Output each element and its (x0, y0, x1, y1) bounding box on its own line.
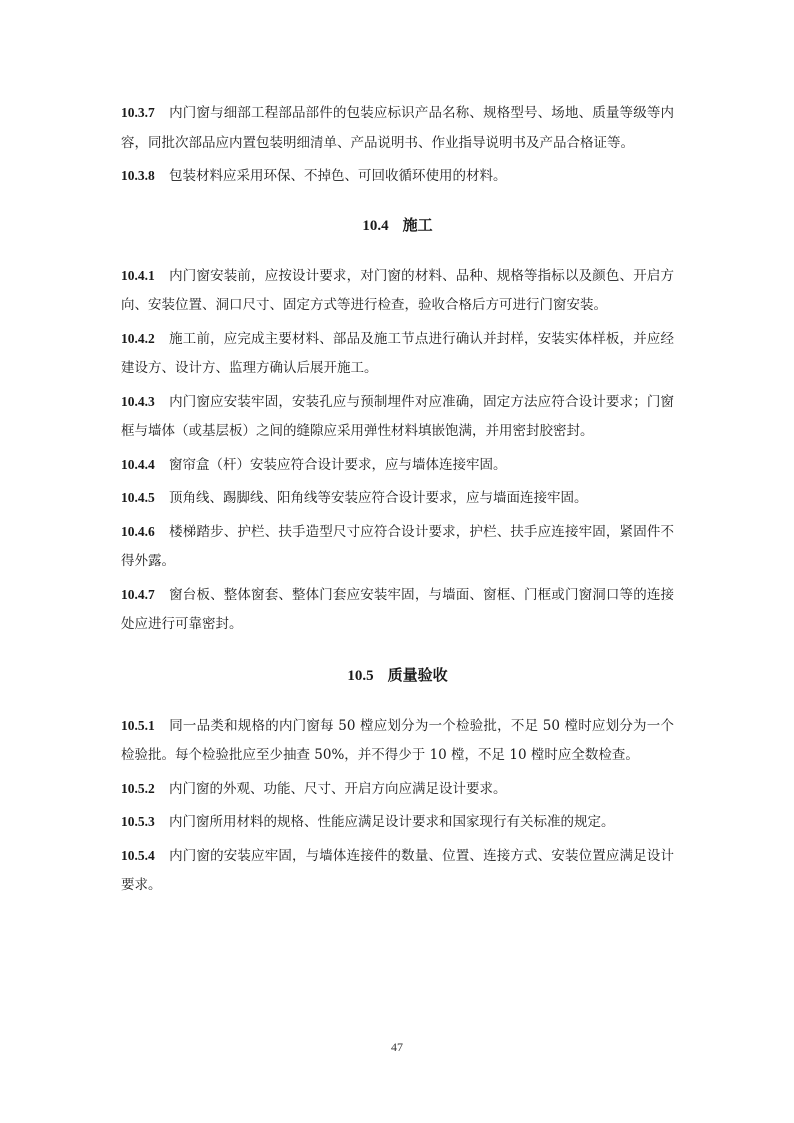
clause-10-3-7 (121, 98, 674, 158)
clause-text: 内门窗的外观、功能、尺寸、开启方向应满足设计要求。 (169, 780, 507, 797)
clause-number: 10.4.3 (121, 393, 155, 409)
clause-number: 10.5.4 (121, 847, 155, 863)
clause-number: 10.5.3 (121, 814, 155, 829)
clause-text: 内门窗所用材料的规格、性能应满足设计要求和国家现行有关标准的规定。 (169, 814, 615, 830)
clause-10-4-2 (121, 324, 674, 384)
clause-10-5-3 (121, 807, 674, 838)
clause-text: 内门窗应安装牢固，安装孔应与预制埋件对应准确，固定方法应符合设计要求；门窗框与墙体（或基层板）之间的缝隙应采用弹性材料填嵌饱满，并用密封胶密封。 (121, 393, 674, 439)
clause-number: 10.4.7 (121, 586, 155, 602)
clause-text: 窗帘盒（杆）安装应符合设计要求，应与墙体连接牢固。 (169, 456, 507, 473)
clause-text: 内门窗安装前，应按设计要求，对门窗的材料、品种、规格等指标以及颜色、开启方向、安装位置、洞口尺寸、固定方式等进行检查，验收合格后方可进行门窗安装。 (121, 267, 674, 313)
document-body (121, 98, 674, 904)
clause-text: 内门窗与细部工程部品部件的包装应标识产品名称、规格型号、场地、质量等级等内容，同批次部品应内置包装明细清单、产品说明书、作业指导说明书及产品合格证等。 (121, 105, 674, 151)
clause-10-4-5 (121, 483, 674, 514)
clause-10-3-8 (121, 161, 674, 192)
clause-text: 同一品类和规格的内门窗每 50 樘应划分为一个检验批，不足 50 樘时应划分为一个检验批。每个检验批应至少抽查 50%，并不得少于 10 樘，不足 10 樘时应全数检查。 (121, 717, 674, 763)
clause-10-4-1 (121, 261, 674, 321)
clause-number: 10.4.4 (121, 456, 155, 472)
section-number: 10.4 (362, 217, 389, 234)
clause-number: 10.4.1 (121, 267, 155, 283)
clause-10-4-4 (121, 450, 674, 481)
section-title: 施工 (402, 215, 433, 234)
clause-10-4-6 (121, 517, 674, 577)
section-title: 质量验收 (387, 665, 448, 684)
clause-10-5-4 (121, 841, 674, 901)
clause-number: 10.4.5 (121, 490, 155, 505)
clause-number: 10.3.7 (121, 105, 155, 120)
clause-number: 10.4.2 (121, 330, 155, 346)
clause-text: 施工前，应完成主要材料、部品及施工节点进行确认并封样，安装实体样板，并应经建设方、设计方、监理方确认后展开施工。 (121, 330, 674, 376)
clause-number: 10.5.1 (121, 717, 155, 733)
clause-text: 窗台板、整体窗套、整体门套应安装牢固，与墙面、窗框、门框或门窗洞口等的连接处应进行可靠密封。 (121, 586, 674, 632)
clause-number: 10.3.8 (121, 168, 155, 183)
clause-10-5-2 (121, 774, 674, 805)
clause-number: 10.4.6 (121, 523, 155, 539)
clause-10-4-7 (121, 580, 674, 640)
clause-text: 内门窗的安装应牢固，与墙体连接件的数量、位置、连接方式、安装位置应满足设计要求。 (121, 847, 674, 893)
section-heading-10-5 (121, 660, 674, 691)
clause-10-5-1 (121, 711, 674, 771)
section-number: 10.5 (347, 667, 374, 684)
clause-number: 10.5.2 (121, 780, 155, 796)
clause-text: 顶角线、踢脚线、阳角线等安装应符合设计要求，应与墙面连接牢固。 (169, 490, 588, 506)
section-heading-10-4 (121, 210, 674, 241)
clause-text: 楼梯踏步、护栏、扶手造型尺寸应符合设计要求，护栏、扶手应连接牢固，紧固件不得外露。 (121, 523, 674, 569)
clause-10-4-3 (121, 387, 674, 447)
page-number: 47 (391, 1040, 403, 1054)
clause-text: 包装材料应采用环保、不掉色、可回收循环使用的材料。 (169, 168, 507, 184)
